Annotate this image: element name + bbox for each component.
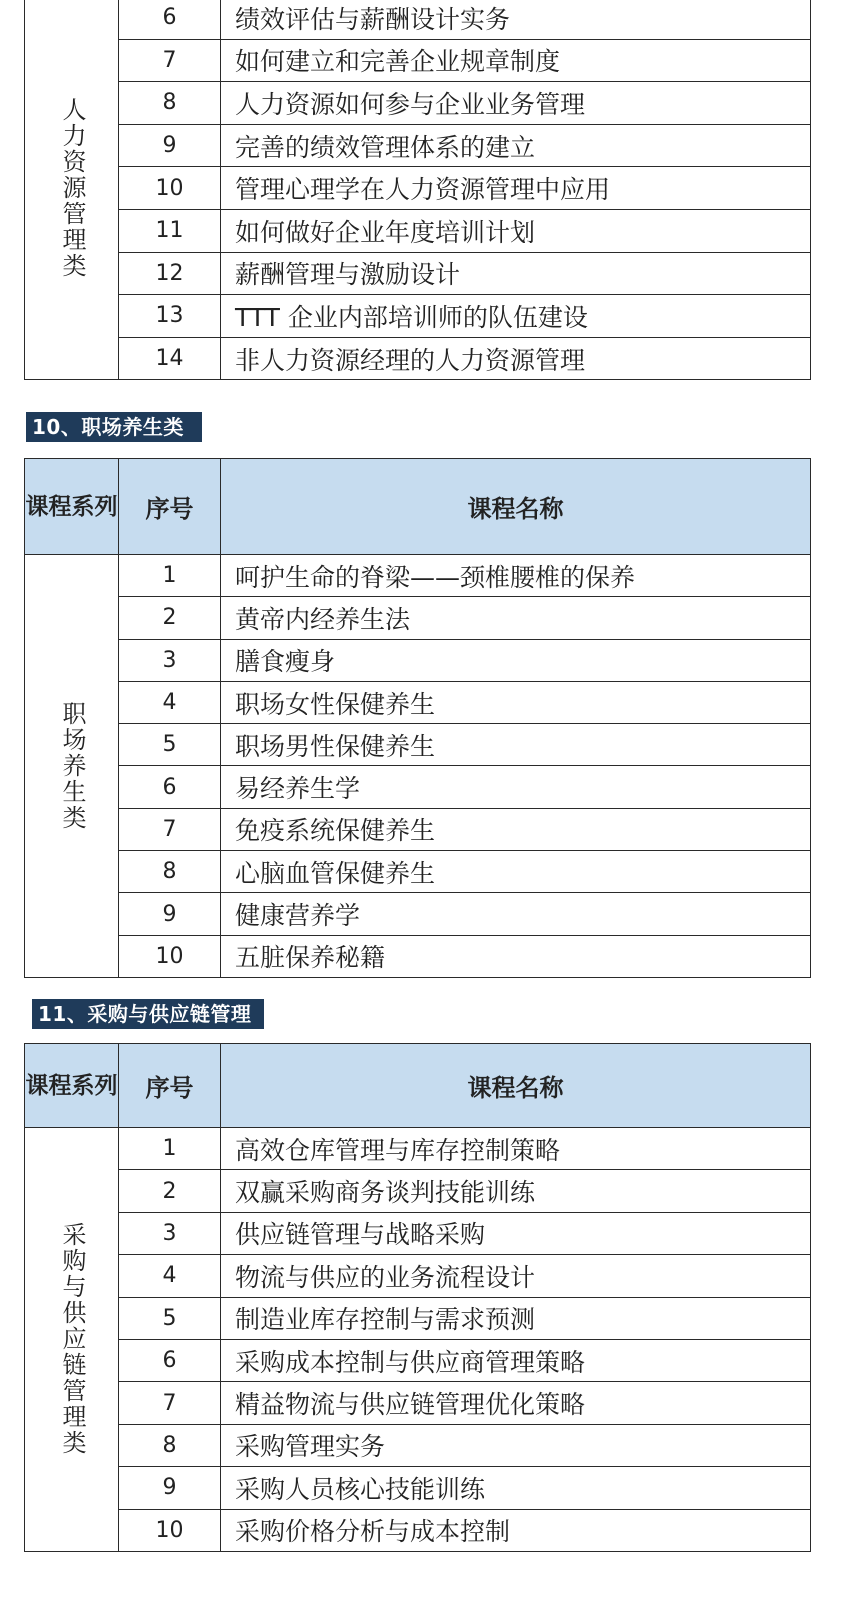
table-row <box>25 1424 811 1466</box>
course-name: 如何建立和完善企业规章制度 <box>221 39 811 82</box>
table-row <box>25 681 811 723</box>
table-row <box>25 724 811 766</box>
header-number: 序号 <box>119 459 221 555</box>
header-number: 序号 <box>119 1044 221 1128</box>
row-number: 2 <box>119 597 221 639</box>
table-row <box>25 597 811 639</box>
course-name: 膳食瘦身 <box>221 639 811 681</box>
row-number: 4 <box>119 681 221 723</box>
course-name: 呵护生命的脊梁——颈椎腰椎的保养 <box>221 555 811 597</box>
header-series: 课程系列 <box>25 459 119 555</box>
course-name: 双赢采购商务谈判技能训练 <box>221 1170 811 1212</box>
header-course-name: 课程名称 <box>221 1044 811 1128</box>
row-number: 3 <box>119 639 221 681</box>
row-number: 12 <box>119 252 221 295</box>
hr-course-table <box>24 0 811 380</box>
table-row <box>25 1212 811 1254</box>
row-number: 1 <box>119 1128 221 1170</box>
row-number: 6 <box>119 1339 221 1381</box>
header-course-name: 课程名称 <box>221 459 811 555</box>
table-row <box>25 0 811 39</box>
series-label: 采购与供应链管理类 <box>58 1222 86 1457</box>
course-name: 采购管理实务 <box>221 1424 811 1466</box>
row-number: 10 <box>119 935 221 977</box>
table-row <box>25 1467 811 1509</box>
course-name: 职场男性保健养生 <box>221 724 811 766</box>
table-row <box>25 295 811 338</box>
course-name: 非人力资源经理的人力资源管理 <box>221 337 811 380</box>
course-name: 管理心理学在人力资源管理中应用 <box>221 167 811 210</box>
course-name: 绩效评估与薪酬设计实务 <box>221 0 811 39</box>
table-row <box>25 1255 811 1297</box>
course-name: 物流与供应的业务流程设计 <box>221 1255 811 1297</box>
course-name: 心脑血管保健养生 <box>221 851 811 893</box>
row-number: 5 <box>119 724 221 766</box>
course-name: 供应链管理与战略采购 <box>221 1212 811 1254</box>
table-row <box>25 209 811 252</box>
row-number: 1 <box>119 555 221 597</box>
health-course-table <box>24 458 811 978</box>
course-name: 高效仓库管理与库存控制策略 <box>221 1128 811 1170</box>
table-row <box>25 935 811 977</box>
series-cell <box>25 1128 119 1552</box>
table-row <box>25 82 811 125</box>
row-number: 13 <box>119 295 221 338</box>
row-number: 9 <box>119 1467 221 1509</box>
section-title-supply-chain: 11、采购与供应链管理 <box>32 999 263 1029</box>
row-number: 11 <box>119 209 221 252</box>
row-number: 9 <box>119 124 221 167</box>
table-row <box>25 1170 811 1212</box>
row-number: 7 <box>119 39 221 82</box>
course-name: 完善的绩效管理体系的建立 <box>221 124 811 167</box>
table-row <box>25 337 811 380</box>
row-number: 4 <box>119 1255 221 1297</box>
series-cell <box>25 555 119 978</box>
row-number: 7 <box>119 1382 221 1424</box>
table-row <box>25 639 811 681</box>
row-number: 10 <box>119 167 221 210</box>
course-name: 易经养生学 <box>221 766 811 808</box>
section-title-bar <box>194 412 202 442</box>
row-number: 2 <box>119 1170 221 1212</box>
table-row <box>25 1339 811 1381</box>
row-number: 3 <box>119 1212 221 1254</box>
row-number: 5 <box>119 1297 221 1339</box>
course-name: 采购人员核心技能训练 <box>221 1467 811 1509</box>
table-row <box>25 39 811 82</box>
table-row <box>25 1382 811 1424</box>
supply-course-table <box>24 1043 811 1552</box>
course-name: 人力资源如何参与企业业务管理 <box>221 82 811 125</box>
table-row <box>25 1509 811 1551</box>
row-number: 6 <box>119 766 221 808</box>
row-number: 7 <box>119 808 221 850</box>
table-row <box>25 808 811 850</box>
course-name: 薪酬管理与激励设计 <box>221 252 811 295</box>
course-name: 职场女性保健养生 <box>221 681 811 723</box>
course-name: TTT 企业内部培训师的队伍建设 <box>221 295 811 338</box>
course-name: 制造业库存控制与需求预测 <box>221 1297 811 1339</box>
section-title-bar <box>256 999 264 1029</box>
series-cell <box>25 0 119 380</box>
row-number: 10 <box>119 1509 221 1551</box>
course-name: 健康营养学 <box>221 893 811 935</box>
table-row <box>25 124 811 167</box>
row-number: 14 <box>119 337 221 380</box>
row-number: 8 <box>119 82 221 125</box>
course-name: 精益物流与供应链管理优化策略 <box>221 1382 811 1424</box>
course-name: 黄帝内经养生法 <box>221 597 811 639</box>
course-name: 采购成本控制与供应商管理策略 <box>221 1339 811 1381</box>
row-number: 8 <box>119 851 221 893</box>
course-name: 五脏保养秘籍 <box>221 935 811 977</box>
table-row <box>25 893 811 935</box>
series-label: 人力资源管理类 <box>58 97 86 280</box>
table-row <box>25 252 811 295</box>
table-row <box>25 1128 811 1170</box>
row-number: 6 <box>119 0 221 39</box>
row-number: 8 <box>119 1424 221 1466</box>
table-row <box>25 167 811 210</box>
header-series: 课程系列 <box>25 1044 119 1128</box>
course-name: 免疫系统保健养生 <box>221 808 811 850</box>
row-number: 9 <box>119 893 221 935</box>
course-name: 如何做好企业年度培训计划 <box>221 209 811 252</box>
table-row <box>25 555 811 597</box>
series-label: 职场养生类 <box>58 700 86 831</box>
table-row <box>25 1297 811 1339</box>
table-row <box>25 851 811 893</box>
table-row <box>25 766 811 808</box>
course-name: 采购价格分析与成本控制 <box>221 1509 811 1551</box>
section-title-health: 10、职场养生类 <box>26 412 196 442</box>
